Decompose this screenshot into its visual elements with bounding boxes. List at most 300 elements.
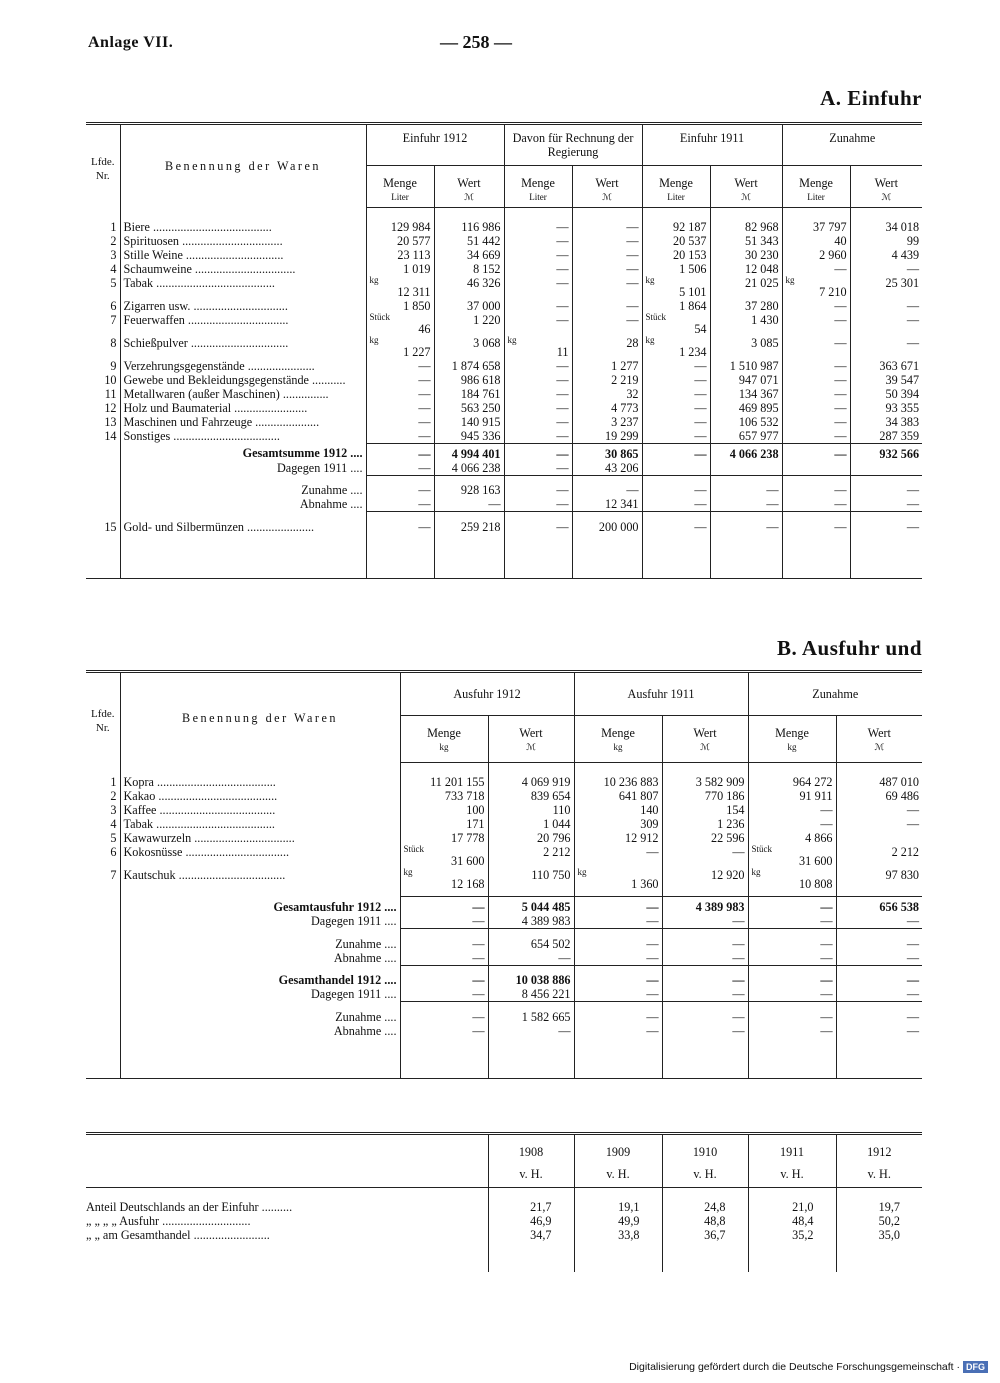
share-value: 49,9 <box>574 1214 662 1228</box>
group-header: Ausfuhr 1912 <box>400 672 574 716</box>
wert-header: Wert <box>710 166 782 191</box>
cell-value: 30 230 <box>710 248 782 262</box>
cell-value: 4 389 983 <box>662 897 748 915</box>
table-row <box>86 387 922 401</box>
spacer <box>782 208 850 220</box>
spacer <box>120 534 366 579</box>
cell-value: 37 000 <box>434 299 504 313</box>
spacer <box>748 763 836 775</box>
row-number: 2 <box>110 233 117 248</box>
spacer <box>86 763 120 775</box>
spacer <box>86 1002 120 1010</box>
spacer <box>572 208 642 220</box>
cell-value: — <box>642 497 710 512</box>
share-value: 35,2 <box>748 1228 836 1242</box>
cell-value: 4 066 238 <box>710 443 782 461</box>
table-row <box>86 845 922 868</box>
total-row <box>86 897 922 915</box>
cell-value: 184 761 <box>434 387 504 401</box>
empty-cell <box>86 443 120 461</box>
cell-value: — <box>782 387 850 401</box>
cell-value: 10 236 883 <box>574 775 662 789</box>
section-a-title: A. Einfuhr <box>820 86 922 110</box>
cell-value: — <box>400 897 488 915</box>
cell-value: — <box>748 1024 836 1038</box>
cell-value: — <box>572 313 642 336</box>
spacer <box>748 1188 836 1201</box>
share-value: 21,0 <box>748 1200 836 1214</box>
goods-name: Gewebe und Bekleidungsgegenstände ........... <box>120 373 366 387</box>
goods-name: Kautschuk ................................... <box>120 868 400 891</box>
share-value: 35,0 <box>836 1228 922 1242</box>
cell-value: — <box>572 276 642 299</box>
cell-value: — <box>850 520 922 534</box>
empty-cell <box>86 1159 488 1188</box>
empty-cell <box>86 897 120 915</box>
goods-name: Verzehrungsgegenstände ...................... <box>120 359 366 373</box>
spacer <box>850 208 922 220</box>
spacer <box>488 763 574 775</box>
goods-name: Sonstiges ................................... <box>120 429 366 444</box>
cell-value: — <box>572 483 642 497</box>
spacer <box>120 208 366 220</box>
table-row <box>86 220 922 234</box>
row-number: 6 <box>110 298 117 313</box>
unit-label: kg <box>645 334 655 345</box>
spacer <box>366 512 434 520</box>
cell-value: 4 866 <box>748 831 836 845</box>
spacer <box>434 534 504 579</box>
cell-value: — <box>504 373 572 387</box>
spacer <box>574 1242 662 1272</box>
goods-name: Tabak ....................................... <box>120 817 400 831</box>
cell-value: — <box>488 1024 574 1038</box>
cell-value: — <box>504 220 572 234</box>
row-number: 14 <box>104 428 117 443</box>
cell-value: — <box>748 897 836 915</box>
table-row <box>86 789 922 803</box>
cell-value: 932 566 <box>850 443 922 461</box>
cell-value: kg 1 227 <box>366 336 434 359</box>
year-header: 1910 <box>662 1134 748 1160</box>
cell-value: 1 874 658 <box>434 359 504 373</box>
row-number: 4 <box>110 261 117 276</box>
cell-value: — <box>504 299 572 313</box>
cell-value: — <box>400 914 488 929</box>
cell-value <box>836 831 922 845</box>
share-row <box>86 1200 922 1214</box>
against-row <box>86 461 922 476</box>
cell-value: 1 864 <box>642 299 710 313</box>
cell-value: 110 <box>488 803 574 817</box>
cell-value: 1 220 <box>434 313 504 336</box>
spacer <box>400 1038 488 1079</box>
cell-value: 3 582 909 <box>662 775 748 789</box>
trade-decrease-row <box>86 1024 922 1038</box>
spacer <box>86 1242 488 1272</box>
spacer <box>850 475 922 483</box>
cell-value: kg 11 <box>504 336 572 359</box>
cell-value: kg 12 168 <box>400 868 488 891</box>
unit-label: kg <box>645 274 655 285</box>
spacer <box>400 1002 488 1010</box>
cell-value: 986 618 <box>434 373 504 387</box>
spacer <box>504 534 572 579</box>
cell-value: 839 654 <box>488 789 574 803</box>
cell-value: 3 237 <box>572 415 642 429</box>
cell-value: 43 206 <box>572 461 642 476</box>
cell-value: 20 153 <box>642 248 710 262</box>
share-value: 19,1 <box>574 1200 662 1214</box>
row-number: 5 <box>110 830 117 845</box>
cell-value: — <box>850 336 922 359</box>
cell-value: — <box>574 1010 662 1024</box>
cell-value: 21 025 <box>710 276 782 299</box>
cell-value: — <box>836 1010 922 1024</box>
spacer <box>572 534 642 579</box>
cell-value: — <box>836 951 922 966</box>
share-value: 48,4 <box>748 1214 836 1228</box>
cell-value: — <box>504 429 572 444</box>
cell-value <box>850 461 922 476</box>
cell-value: 3 068 <box>434 336 504 359</box>
spacer <box>120 929 400 937</box>
goods-name: Tabak ....................................... <box>120 276 366 299</box>
unit-label: kg <box>751 866 761 877</box>
cell-value: Stück 31 600 <box>400 845 488 868</box>
cell-value: — <box>836 817 922 831</box>
group-header: Ausfuhr 1911 <box>574 672 748 716</box>
table-row <box>86 359 922 373</box>
cell-value: — <box>574 937 662 951</box>
goods-name: Kakao ....................................... <box>120 789 400 803</box>
table-row <box>86 299 922 313</box>
table-row <box>86 803 922 817</box>
spacer <box>662 929 748 937</box>
spacer <box>366 208 434 220</box>
spacer <box>504 512 572 520</box>
goods-name: Holz und Baumaterial ........................ <box>120 401 366 415</box>
goods-name: Kawawurzeln ................................. <box>120 831 400 845</box>
menge-header: Menge <box>400 716 488 741</box>
share-value: 33,8 <box>574 1228 662 1242</box>
spacer <box>782 475 850 483</box>
spacer <box>574 763 662 775</box>
cell-value: — <box>836 803 922 817</box>
cell-value: — <box>572 234 642 248</box>
cell-value: — <box>504 415 572 429</box>
share-value: 48,8 <box>662 1214 748 1228</box>
trade-total-row <box>86 973 922 987</box>
cell-value: — <box>574 845 662 868</box>
spacer <box>434 475 504 483</box>
cell-value: 1 510 987 <box>710 359 782 373</box>
spacer <box>120 965 400 973</box>
cell-value: — <box>782 429 850 444</box>
spacer <box>86 208 120 220</box>
cell-value: 200 000 <box>572 520 642 534</box>
cell-value: — <box>748 937 836 951</box>
spacer <box>850 512 922 520</box>
table-row <box>86 831 922 845</box>
cell-value: — <box>642 373 710 387</box>
cell-value: 100 <box>400 803 488 817</box>
cell-value: — <box>572 262 642 276</box>
cell-value: 50 394 <box>850 387 922 401</box>
spacer <box>710 512 782 520</box>
trade-increase-row-label: Zunahme .... <box>120 1010 400 1024</box>
cell-value: 656 538 <box>836 897 922 915</box>
cell-value: 82 968 <box>710 220 782 234</box>
unit-kg: kg <box>400 740 488 763</box>
spacer <box>836 965 922 973</box>
empty-cell <box>86 914 120 929</box>
cell-value: — <box>836 987 922 1002</box>
cell-value: 91 911 <box>748 789 836 803</box>
spacer <box>836 1038 922 1079</box>
spacer <box>504 475 572 483</box>
goods-name: Zigarren usw. ............................... <box>120 299 366 313</box>
cell-value: — <box>782 443 850 461</box>
cell-value: kg 7 210 <box>782 276 850 299</box>
cell-value: — <box>710 497 782 512</box>
spacer <box>574 1002 662 1010</box>
cell-value: 654 502 <box>488 937 574 951</box>
wert-header: Wert <box>488 716 574 741</box>
cell-value: 154 <box>662 803 748 817</box>
group-header: Einfuhr 1912 <box>366 124 504 166</box>
row-number: 4 <box>110 816 117 831</box>
row-number: 7 <box>110 312 117 327</box>
cell-value: — <box>782 497 850 512</box>
share-value: 50,2 <box>836 1214 922 1228</box>
cell-value: 51 343 <box>710 234 782 248</box>
goods-name-header: Benennung der Waren <box>120 672 400 763</box>
appendix-label: Anlage VII. <box>88 34 174 51</box>
cell-value: — <box>504 276 572 299</box>
goods-name: Feuerwaffen ................................. <box>120 313 366 336</box>
cell-value: 8 152 <box>434 262 504 276</box>
share-value: 36,7 <box>662 1228 748 1242</box>
spacer <box>434 512 504 520</box>
cell-value <box>710 461 782 476</box>
spacer <box>782 534 850 579</box>
cell-value: 8 456 221 <box>488 987 574 1002</box>
lfd-nr-header: Lfde. Nr. <box>90 707 115 734</box>
spacer <box>434 208 504 220</box>
cell-value: — <box>366 387 434 401</box>
against-row-label: Dagegen 1911 .... <box>120 914 400 929</box>
unit-percent: v. H. <box>748 1159 836 1188</box>
table-row <box>86 429 922 444</box>
empty-cell <box>86 483 120 497</box>
spacer <box>574 1038 662 1079</box>
spacer <box>662 1188 748 1201</box>
cell-value: — <box>850 497 922 512</box>
cell-value: 487 010 <box>836 775 922 789</box>
cell-value: 4 066 238 <box>434 461 504 476</box>
cell-value: 3 085 <box>710 336 782 359</box>
cell-value: — <box>662 973 748 987</box>
trade-against-row-label: Dagegen 1911 .... <box>120 987 400 1002</box>
spacer <box>120 763 400 775</box>
cell-value: — <box>572 220 642 234</box>
page-number: — 258 — <box>440 32 512 52</box>
cell-value: 2 960 <box>782 248 850 262</box>
row-number: 12 <box>104 400 117 415</box>
cell-value: — <box>748 951 836 966</box>
cell-value: — <box>850 313 922 336</box>
spacer <box>850 534 922 579</box>
cell-value: — <box>850 483 922 497</box>
unit-mark: ℳ <box>434 190 504 208</box>
empty-cell <box>86 1134 488 1160</box>
goods-name: Schaumweine ................................. <box>120 262 366 276</box>
cell-value: kg 10 808 <box>748 868 836 891</box>
cell-value: 1 019 <box>366 262 434 276</box>
cell-value: — <box>574 973 662 987</box>
cell-value: — <box>662 987 748 1002</box>
spacer <box>836 1242 922 1272</box>
total-row <box>86 443 922 461</box>
spacer <box>86 512 120 520</box>
cell-value: 97 830 <box>836 868 922 891</box>
cell-value: 4 069 919 <box>488 775 574 789</box>
cell-value: — <box>504 461 572 476</box>
cell-value: — <box>642 401 710 415</box>
cell-value: 93 355 <box>850 401 922 415</box>
unit-liter: Liter <box>504 190 572 208</box>
cell-value: — <box>504 359 572 373</box>
row-number: 8 <box>110 335 117 350</box>
cell-value: — <box>642 415 710 429</box>
cell-value: 928 163 <box>434 483 504 497</box>
cell-value: 37 280 <box>710 299 782 313</box>
cell-value: — <box>504 401 572 415</box>
cell-value: Stück 46 <box>366 313 434 336</box>
spacer <box>836 1188 922 1201</box>
group-header: Zunahme <box>748 672 922 716</box>
share-label: Anteil Deutschlands an der Einfuhr .......... <box>86 1200 488 1214</box>
trade-increase-row <box>86 1010 922 1024</box>
unit-percent: v. H. <box>662 1159 748 1188</box>
cell-value: — <box>400 951 488 966</box>
menge-header: Menge <box>642 166 710 191</box>
trade-decrease-row-label: Abnahme .... <box>120 1024 400 1038</box>
wert-header: Wert <box>434 166 504 191</box>
menge-header: Menge <box>782 166 850 191</box>
cell-value: 106 532 <box>710 415 782 429</box>
spacer <box>662 763 748 775</box>
cell-value: 10 038 886 <box>488 973 574 987</box>
cell-value: — <box>782 359 850 373</box>
cell-value: — <box>504 497 572 512</box>
cell-value: — <box>662 914 748 929</box>
table-row <box>86 373 922 387</box>
table-row <box>86 313 922 336</box>
spacer <box>662 1002 748 1010</box>
cell-value: 20 537 <box>642 234 710 248</box>
unit-liter: Liter <box>366 190 434 208</box>
goods-name-header: Benennung der Waren <box>120 124 366 208</box>
cell-value: 641 807 <box>574 789 662 803</box>
cell-value: 964 272 <box>748 775 836 789</box>
unit-liter: Liter <box>642 190 710 208</box>
cell-value: — <box>366 497 434 512</box>
unit-percent: v. H. <box>836 1159 922 1188</box>
goods-name: Kopra ....................................... <box>120 775 400 789</box>
unit-mark: ℳ <box>662 740 748 763</box>
cell-value: 1 850 <box>366 299 434 313</box>
cell-value: 1 277 <box>572 359 642 373</box>
spacer <box>710 534 782 579</box>
spacer <box>836 1002 922 1010</box>
cell-value: — <box>574 897 662 915</box>
year-header: 1908 <box>488 1134 574 1160</box>
cell-value: 28 <box>572 336 642 359</box>
cell-value: 30 865 <box>572 443 642 461</box>
spacer <box>86 1188 488 1201</box>
spacer <box>86 1038 120 1079</box>
footer-credit <box>629 1361 988 1373</box>
spacer <box>574 929 662 937</box>
cell-value: — <box>642 359 710 373</box>
cell-value: Stück 31 600 <box>748 845 836 868</box>
spacer <box>748 965 836 973</box>
cell-value: — <box>782 313 850 336</box>
spacer <box>710 208 782 220</box>
table-row <box>86 248 922 262</box>
group-header: Zunahme <box>782 124 922 166</box>
cell-value: — <box>748 803 836 817</box>
table-row <box>86 868 922 891</box>
goods-name: Spirituosen ................................. <box>120 234 366 248</box>
cell-value: — <box>366 401 434 415</box>
cell-value: — <box>504 313 572 336</box>
goods-name: Metallwaren (außer Maschinen) ............... <box>120 387 366 401</box>
spacer <box>748 1242 836 1272</box>
dfg-logo-icon: DFG <box>963 1361 988 1373</box>
unit-mark: ℳ <box>836 740 922 763</box>
cell-value: — <box>642 443 710 461</box>
cell-value: 12 920 <box>662 868 748 891</box>
cell-value: 469 895 <box>710 401 782 415</box>
increase-row-label: Zunahme .... <box>120 937 400 951</box>
cell-value: 1 430 <box>710 313 782 336</box>
cell-value: 309 <box>574 817 662 831</box>
cell-value: — <box>642 483 710 497</box>
cell-value: 20 796 <box>488 831 574 845</box>
goods-name: Kaffee ...................................... <box>120 803 400 817</box>
spacer <box>710 475 782 483</box>
spacer <box>748 929 836 937</box>
table-row <box>86 336 922 359</box>
cell-value: — <box>782 520 850 534</box>
spacer <box>400 763 488 775</box>
decrease-row <box>86 497 922 512</box>
empty-cell <box>86 497 120 512</box>
cell-value: — <box>504 520 572 534</box>
cell-value: 287 359 <box>850 429 922 444</box>
cell-value: 1 582 665 <box>488 1010 574 1024</box>
cell-value: — <box>366 373 434 387</box>
total-row-label: Gesamtausfuhr 1912 .... <box>120 897 400 915</box>
empty-cell <box>86 973 120 987</box>
spacer <box>366 534 434 579</box>
cell-value: 5 044 485 <box>488 897 574 915</box>
row-number: 1 <box>110 219 117 234</box>
menge-header: Menge <box>748 716 836 741</box>
